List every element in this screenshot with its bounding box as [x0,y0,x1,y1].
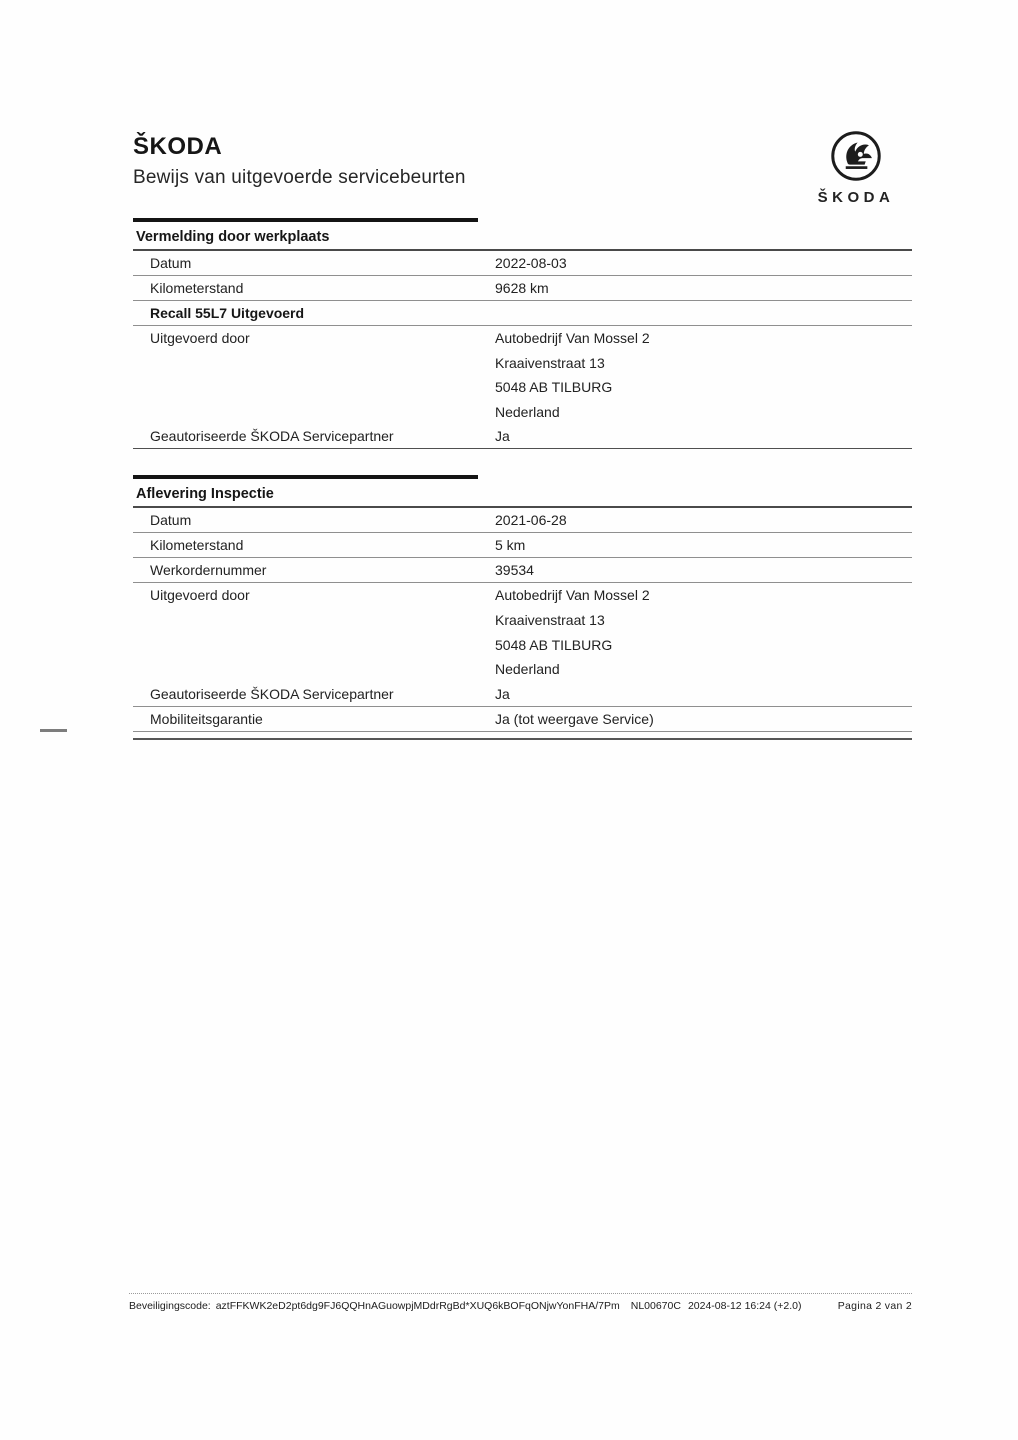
row-value: 2022-08-03 [495,255,567,271]
row-value-line: Autobedrijf Van Mossel 2 [495,587,650,604]
row-value-line: Autobedrijf Van Mossel 2 [495,330,650,346]
table-row [133,682,912,707]
page-indicator: Pagina 2 van 2 [837,1300,912,1312]
row-value: Ja [495,685,510,702]
table-row [133,276,912,301]
table-row [133,583,912,681]
table-row [133,251,912,276]
row-label: Mobiliteitsgarantie [150,710,263,727]
fold-mark [40,729,67,732]
row-label: Kilometerstand [150,280,244,296]
row-label: Geautoriseerde ŠKODA Servicepartner [150,428,394,445]
row-value [495,583,912,681]
row-value: 9628 km [495,280,549,296]
row-label: Geautoriseerde ŠKODA Servicepartner [150,685,394,702]
table-row [133,533,912,558]
row-value-line: Nederland [495,661,560,678]
row-value-line: Kraaivenstraat 13 [495,611,605,628]
skoda-logo [804,129,908,206]
skoda-logo-wordmark: ŠKODA [817,189,895,206]
row-value: Ja (tot weergave Service) [495,710,654,727]
row-value-line: 5048 AB TILBURG [495,379,613,396]
row-value [495,301,912,326]
document-subtitle: Bewijs van uitgevoerde servicebeurten [133,167,466,188]
security-code-line [129,1300,801,1312]
table-end-rule [133,738,912,740]
row-label: Werkordernummer [150,562,267,579]
skoda-winged-arrow-icon [829,129,883,183]
row-value-line: Kraaivenstraat 13 [495,354,605,371]
table-row [133,326,912,424]
section-title: Vermelding door werkplaats [133,222,912,251]
table-section [133,475,912,739]
row-value-line: 5048 AB TILBURG [495,636,613,653]
section-title: Aflevering Inspectie [133,479,912,508]
table-row [133,558,912,583]
table-row [133,424,912,449]
row-value: 2021-06-28 [495,512,567,529]
table-row [133,508,912,533]
security-code-value: aztFFKWK2eD2pt6dg9FJ6QQHnAGuowpjMDdrRgBd*XUQ6kBOFqONjwYonFHA/7Pm [215,1300,620,1312]
brand-title: ŠKODA [133,133,223,160]
security-code-label: Beveiligingscode: [129,1300,211,1312]
document-timestamp: 2024-08-12 16:24 (+2.0) [687,1300,802,1312]
document-code: NL00670C [630,1300,681,1312]
table-row [133,707,912,732]
row-label: Uitgevoerd door [150,587,250,604]
row-label: Datum [150,255,192,271]
row-label: Uitgevoerd door [150,330,250,346]
row-label: Kilometerstand [150,537,244,554]
row-value: 39534 [495,562,534,579]
row-label: Datum [150,512,192,529]
service-record-tables [133,218,912,740]
row-value-line: Nederland [495,403,560,420]
row-value: Ja [495,428,510,445]
document-footer [129,1293,912,1312]
document-header [133,133,466,189]
row-value [495,326,912,424]
table-section [133,218,912,449]
row-label: Recall 55L7 Uitgevoerd [150,305,305,321]
row-value: 5 km [495,537,526,554]
table-row [133,301,912,326]
